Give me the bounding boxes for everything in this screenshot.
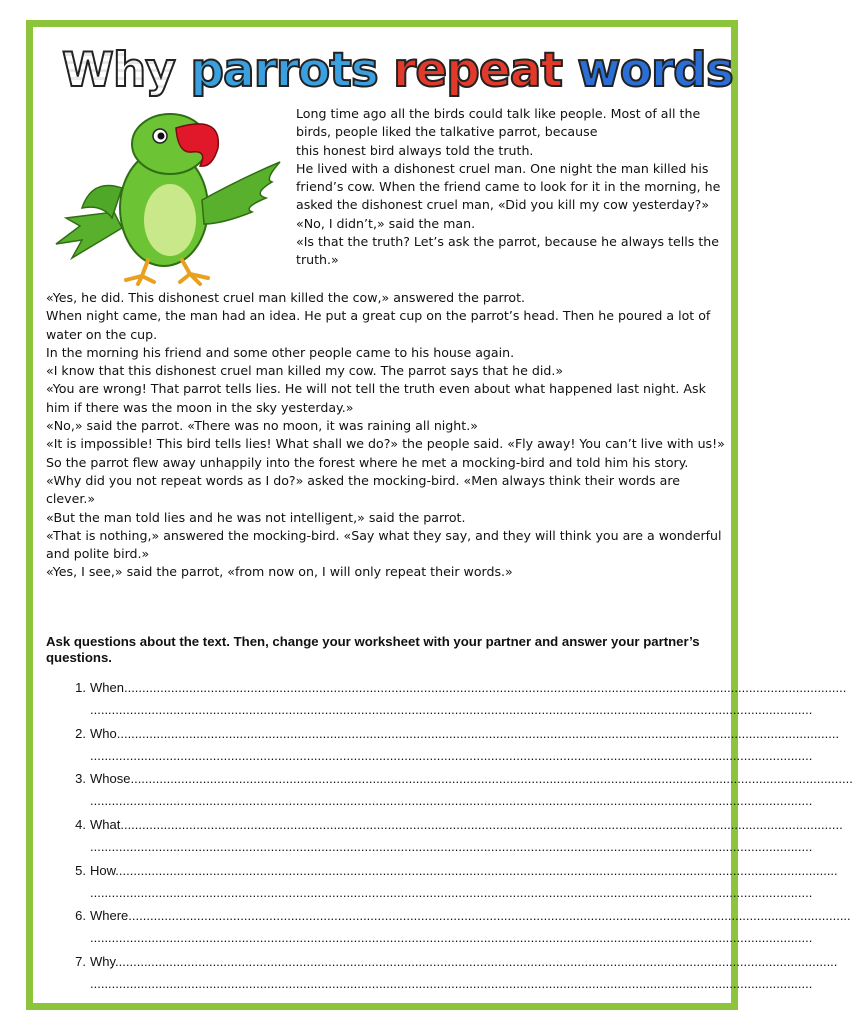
answer-line[interactable]: How........................................................................................................................................................................................................ — [90, 862, 838, 878]
story-paragraph: «But the man told lies and he was not intelligent,» said the parrot. — [46, 509, 466, 525]
question-number: 3. — [75, 771, 86, 787]
story-paragraph: Long time ago all the birds could talk like people. Most of all the birds, people liked the talkative parrot, because — [296, 106, 701, 140]
story-paragraph: So the parrot flew away unhappily into the forest where he met a mocking-bird and told him his story. — [46, 454, 689, 470]
question-item[interactable] — [64, 954, 838, 1000]
title-word-2: parrots — [190, 43, 378, 98]
question-list — [64, 680, 853, 1000]
question-word: What — [90, 817, 121, 833]
page-title — [62, 40, 733, 102]
task-instructions: Ask questions about the text. Then, change your worksheet with your partner and answer your partner’s questions. — [46, 634, 700, 665]
answer-line[interactable]: Why........................................................................................................................................................................................................ — [90, 954, 838, 970]
answer-line[interactable]: ........................................................................................................................................................................................................ — [90, 793, 813, 809]
answer-line[interactable]: ........................................................................................................................................................................................................ — [90, 976, 813, 992]
answer-line[interactable]: ........................................................................................................................................................................................................ — [90, 930, 813, 946]
story-paragraph: «That is nothing,» answered the mocking-bird. «Say what they say, and they will think you are a wonderful and polite bird.» — [46, 527, 722, 562]
question-word: How — [90, 862, 116, 878]
story-paragraph: «I know that this dishonest cruel man killed my cow. The parrot says that he did.» — [46, 363, 564, 379]
answer-line[interactable]: What........................................................................................................................................................................................................ — [90, 817, 843, 833]
question-number: 2. — [75, 725, 86, 741]
question-item[interactable] — [64, 771, 853, 817]
answer-line[interactable]: Where........................................................................................................................................................................................................ — [90, 908, 851, 924]
question-word: When — [90, 680, 124, 695]
question-item[interactable] — [64, 908, 851, 954]
question-word: Why — [90, 954, 116, 970]
story-intro — [296, 105, 728, 270]
story-paragraph: «Is that the truth? Let’s ask the parrot, because he always tells the truth.» — [296, 234, 720, 268]
question-item[interactable] — [64, 725, 840, 772]
answer-line[interactable]: Who........................................................................................................................................................................................................ — [90, 725, 840, 741]
question-item[interactable] — [64, 817, 843, 863]
question-number: 7. — [75, 954, 86, 970]
question-number: 1. — [75, 680, 86, 695]
story-paragraph: He lived with a dishonest cruel man. One night the man killed his friend’s cow. When the friend came to look for it in the morning, he asked the dishonest cruel man, «Did you kill my cow yesterday?» — [296, 160, 721, 213]
story-paragraph: «It is impossible! This bird tells lies! What shall we do?» the people said. «Fly away! You can’t live with us!» — [46, 436, 725, 452]
story-paragraph: In the morning his friend and some other people came to his house again. — [46, 344, 515, 360]
answer-line[interactable]: ........................................................................................................................................................................................................ — [90, 884, 813, 900]
answer-line[interactable]: Whose........................................................................................................................................................................................................ — [90, 771, 853, 787]
story-paragraph: «Yes, he did. This dishonest cruel man killed the cow,» answered the parrot. — [46, 290, 526, 305]
parrot-icon — [52, 108, 290, 288]
question-number: 4. — [75, 817, 86, 833]
title-word-1: Why — [62, 43, 175, 98]
story-paragraph: «No, I didn’t,» said the man. — [296, 215, 476, 231]
story-paragraph: «Yes, I see,» said the parrot, «from now on, I will only repeat their words.» — [46, 564, 513, 580]
story-paragraph: «Why did you not repeat words as I do?» asked the mocking-bird. «Men always think their words are clever.» — [46, 472, 680, 507]
question-item[interactable] — [64, 680, 847, 726]
title-word-3: repeat — [393, 43, 562, 98]
story-body — [46, 289, 730, 582]
question-number: 5. — [75, 862, 86, 878]
answer-line[interactable]: ........................................................................................................................................................................................................ — [90, 702, 813, 717]
title-word-4: words — [577, 43, 733, 98]
question-word: Where — [90, 908, 129, 924]
answer-line[interactable]: When........................................................................................................................................................................................................ — [90, 680, 847, 695]
question-item[interactable] — [64, 862, 838, 909]
story-paragraph: «You are wrong! That parrot tells lies. He will not tell the truth even about what happened last night. Ask him if there was the moon in the sky yesterday.» — [46, 381, 706, 415]
story-paragraph: «No,» said the parrot. «There was no moon, it was raining all night.» — [46, 418, 478, 434]
question-word: Who — [90, 725, 117, 741]
answer-line[interactable]: ........................................................................................................................................................................................................ — [90, 839, 813, 855]
answer-line[interactable]: ........................................................................................................................................................................................................ — [90, 747, 813, 763]
story-paragraph: this honest bird always told the truth. — [296, 142, 534, 158]
question-word: Whose — [90, 771, 131, 787]
story-paragraph: When night came, the man had an idea. He put a great cup on the parrot’s head. Then he poured a lot of water on the cup. — [46, 308, 711, 342]
question-number: 6. — [75, 908, 86, 924]
